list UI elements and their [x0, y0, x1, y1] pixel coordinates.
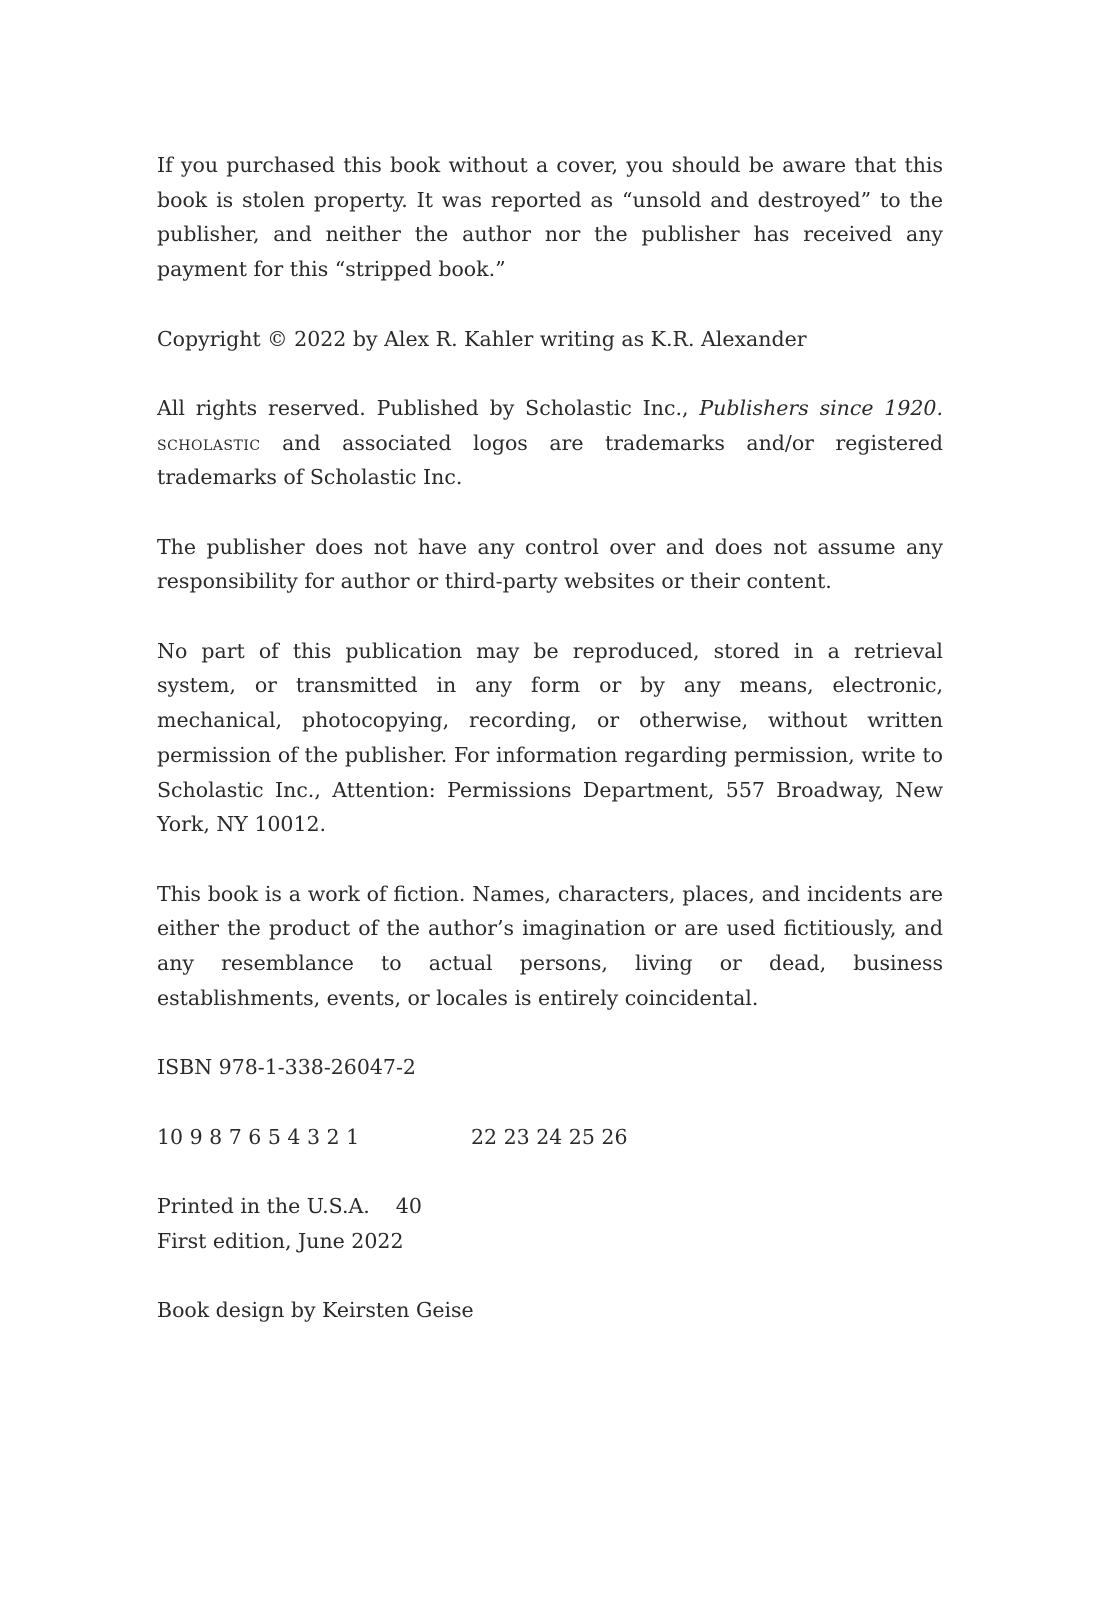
content-control-disclaimer: The publisher does not have any control over and does not assume any responsibility for author or third-party websites or their content. [157, 534, 943, 594]
isbn: ISBN 978-1-338-26047-2 [157, 1055, 416, 1080]
printing-info [157, 1189, 943, 1258]
scholastic-brand: scholastic [157, 430, 261, 455]
printed-country: Printed in the U.S.A. [157, 1193, 370, 1218]
printer-code: 40 [395, 1193, 422, 1218]
copyright-page [157, 148, 943, 1362]
rights-intro: All rights reserved. Published by Scholastic Inc., [157, 395, 700, 420]
publisher-tagline: Publishers since 1920. [699, 395, 943, 420]
copyright-line: Copyright © 2022 by Alex R. Kahler writing as K.R. Alexander [157, 326, 807, 351]
printing-line [157, 1120, 943, 1155]
printed-in-line [157, 1189, 943, 1224]
rights-statement [157, 391, 943, 495]
stripped-book-notice: If you purchased this book without a cover, you should be aware that this book is stolen property. It was reported as “unsold and destroyed” to the publisher, and neither the author nor the publisher has received any payment for this “stripped book.” [157, 153, 943, 282]
trademark-text: and associated logos are trademarks and/or registered trademarks of Scholastic Inc. [157, 430, 943, 490]
printing-years: 22 23 24 25 26 [471, 1124, 628, 1149]
fiction-disclaimer: This book is a work of fiction. Names, characters, places, and incidents are either the product of the author’s imagination or are used fictitiously, and any resemblance to actual persons, living or dead, business establishments, events, or locales is entirely coincidental. [157, 881, 943, 1010]
impression-numbers: 10 9 8 7 6 5 4 3 2 1 [157, 1124, 360, 1149]
edition-line: First edition, June 2022 [157, 1228, 404, 1253]
design-credit: Book design by Keirsten Geise [157, 1298, 474, 1323]
reproduction-notice: No part of this publication may be reproduced, stored in a retrieval system, or transmitted in any form or by any means, electronic, mechanical, photocopying, recording, or otherwise, without written permission of the publisher. For information regarding permission, write to Scholastic Inc., Attention: Permissions Department, 557 Broadway, New York, NY 10012. [157, 638, 943, 837]
